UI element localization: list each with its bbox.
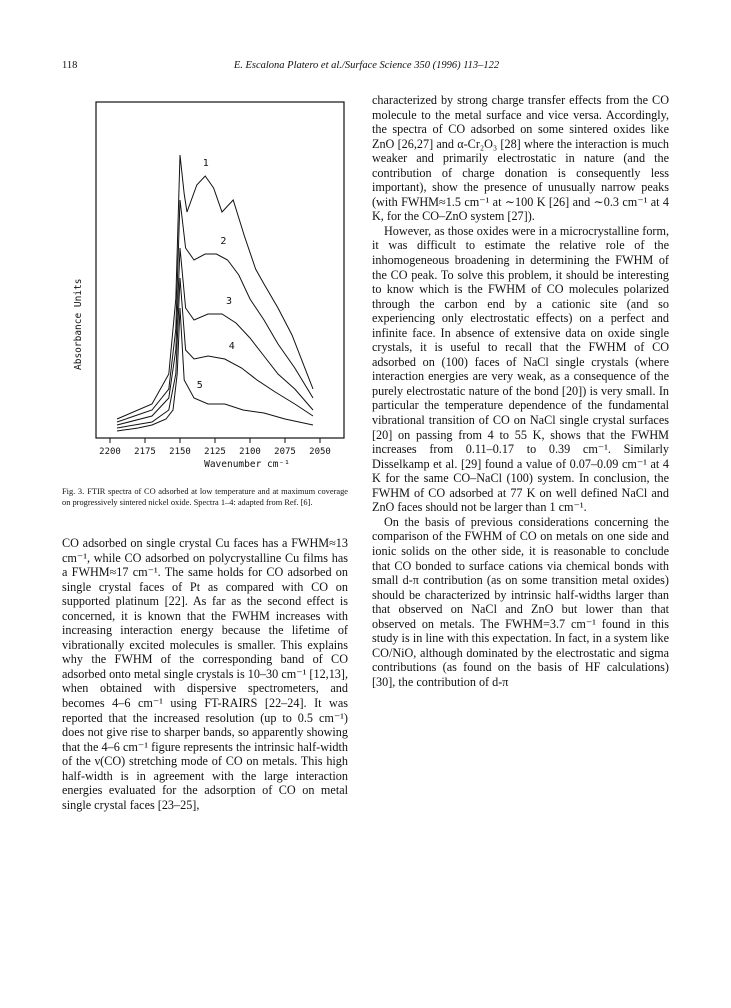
spectrum-line-3 (117, 248, 313, 425)
curve-label-5: 5 (196, 380, 203, 391)
caption-label: Fig. 3. (62, 487, 85, 496)
paragraph: On the basis of previous considerations concerning the comparison of the FWHM of CO on metals on one side and ionic solids on the other side, it is reasonable to conclude that CO bonded to surface cations via chemical bonds with small d-π contribution (as on some transition metal oxides) should be characterized by intrinsic half-widths larger than that observed on NaCl and ZnO but lower than that observed on metals. The FWHM=3.7 cm⁻¹ found in this study is in line with this expectation. In fact, in a system like CO/NiO, although dominated by the electrostatic and sigma contributions (as found on the basis of HF calculations) [30], the contribution of d-π (372, 514, 669, 689)
spectra-curves (117, 155, 313, 431)
x-axis-ticks (99, 438, 331, 457)
y-axis-label: Absorbance Units (73, 278, 84, 370)
caption-text: FTIR spectra of CO adsorbed at low temperature and at maximum coverage on progressively sintered nickel oxide. Spectra 1–4: adapted from Ref. [6]. (62, 487, 348, 508)
paragraph: CO adsorbed on single crystal Cu faces has a FWHM≈13 cm⁻¹, while CO adsorbed on polycrystalline Cu films has a FWHM≈17 cm⁻¹. The same holds for CO adsorbed on single crystal faces of Pt as compared with CO on supported platinum [22]. As far as the second effect is concerned, it is known that the FWHM increases with increasing interaction energy because the lifetime of vibrationally excited molecules is smaller. This explains why the FWHM of the corresponding band of CO adsorbed onto metal single crystals is 10–30 cm⁻¹ [12,13], when obtained with dispersive spectrometers, and becomes 4–6 cm⁻¹ using FT-RAIRS [22–24]. It was reported that the increased resolution (up to 0.5 cm⁻¹) does not give rise to sharper bands, so apparently showing that the 4–6 cm⁻¹ figure represents the intrinsic half-width of the ν(CO) stretching mode of CO on metals. This high half-width is in agreement with the large interaction energies evaluated for the adsorption of CO on metal single crystal faces [23–25], (62, 536, 348, 812)
running-head: E. Escalona Platero et al./Surface Science 350 (1996) 113–122 (233, 60, 500, 71)
page-number: 118 (62, 60, 78, 71)
x-tick-label: 2050 (309, 447, 331, 457)
left-column (62, 536, 348, 812)
right-column (372, 93, 669, 689)
x-tick-label: 2100 (239, 447, 261, 457)
x-tick-label: 2125 (204, 447, 226, 457)
spectrum-line-2 (117, 200, 313, 422)
x-tick-label: 2075 (274, 447, 296, 457)
curve-label-1: 1 (202, 158, 209, 169)
x-tick-label: 2175 (134, 447, 156, 457)
paragraph: characterized by strong charge transfer effects from the CO molecule to the metal surface and vice versa. Accordingly, the spectra of CO adsorbed on some sintered oxides like ZnO [26,27] and α-Cr₂O₃ [28] where the interaction is much weaker and primarily electrostatic in nature (and the contribution of charge donation is consequently less important), show the presence of unusually narrow peaks (with FWHM≈1.5 cm⁻¹ at ∼100 K [26] and ∼0.3 cm⁻¹ at 4 K, for the CO–ZnO system [27]). (372, 93, 669, 224)
x-tick-label: 2200 (99, 447, 121, 457)
curve-label-4: 4 (228, 341, 235, 352)
curve-label-3: 3 (226, 296, 233, 307)
x-axis-label: Wavenumber cm⁻¹ (204, 459, 290, 470)
page-header (62, 60, 671, 76)
ftir-spectra-chart (62, 94, 352, 484)
spectrum-line-5 (117, 308, 313, 431)
figure-3 (62, 94, 352, 484)
spectrum-line-4 (117, 278, 313, 428)
x-tick-label: 2150 (169, 447, 191, 457)
curve-label-2: 2 (220, 236, 227, 247)
figure-caption (62, 486, 348, 509)
paragraph: However, as those oxides were in a microcrystalline form, it was difficult to estimate the relative role of the inhomogeneous broadening in determining the FWHM of the CO peak. To solve this problem, it should be interesting to know which is the FWHM of CO molecules polarized through the carbon end by a cationic site (and so experiencing only electrostatic effects) on a perfect and infinite face. In absence of extensive data on oxide single crystals, it is useful to recall that the FWHM of CO adsorbed on (100) faces of NaCl single crystals (where interaction energies are very weak, as a consequence of the purely electrostatic nature of the bond [20]) is very small. In particular the temperature dependence of the fundamental vibrational transition of CO on NaCl single crystal surfaces [20] on passing from 4 to 55 K, shows that the FWHM increases from 0.11–0.17 to 0.39 cm⁻¹. Similarly Disselkamp et al. [29] found a value of 0.07–0.09 cm⁻¹ at 4 K for the same CO–NaCl (100) system. In conclusion, the FWHM of CO adsorbed at 77 K on well defined NaCl and ZnO faces should not be larger than 1 cm⁻¹. (372, 223, 669, 515)
